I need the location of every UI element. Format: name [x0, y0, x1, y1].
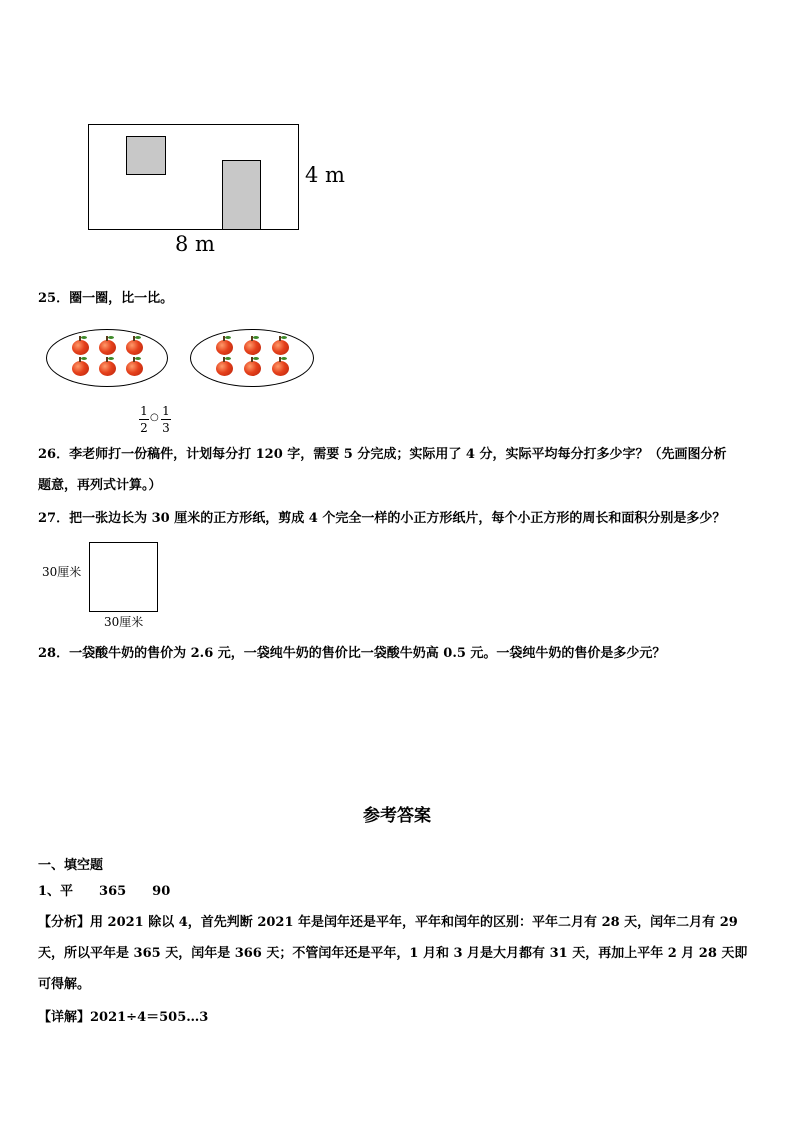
fraction-left-numerator: 1 [140, 404, 148, 418]
height-label: 4 m [305, 163, 345, 187]
apple-icon [99, 361, 116, 376]
question-27: 27．把一张边长为 30 厘米的正方形纸，剪成 4 个完全一样的小正方形纸片，每个小正方形的周长和面积分别是多少？ [38, 511, 726, 526]
apple-icon [216, 361, 233, 376]
square-side-label-bottom: 30厘米 [104, 615, 144, 629]
answer-1: 1、平 365 90 [38, 884, 171, 899]
window-square [126, 136, 166, 175]
fraction-right-denominator: 3 [162, 421, 170, 435]
fraction-right-numerator: 1 [162, 404, 170, 418]
width-label: 8 m [175, 232, 215, 256]
analysis-line3: 可得解。 [38, 977, 91, 992]
answers-section-heading: 一、填空题 [38, 858, 104, 873]
analysis-line2: 天，所以平年是 365 天，闰年是 366 天；不管闰年还是平年，1 月和 3 月是大月都有 31 天，再加上平年 2 月 28 天即 [38, 946, 748, 961]
question-28: 28．一袋酸牛奶的售价为 2.6 元，一袋纯牛奶的售价比一袋酸牛奶高 0.5 元。一袋纯牛奶的售价是多少元？ [38, 646, 666, 661]
fraction-left-denominator: 2 [140, 421, 148, 435]
square-paper [89, 542, 158, 612]
question-26-line2: 题意，再列式计算。） [38, 478, 162, 493]
apple-icon [216, 340, 233, 355]
question-25: 25．圈一圈，比一比。 [38, 291, 174, 306]
apple-icon [72, 340, 89, 355]
apple-icon [72, 361, 89, 376]
answers-title: 参考答案 [363, 806, 431, 826]
apple-icon [272, 340, 289, 355]
apple-icon [126, 340, 143, 355]
apple-icon [272, 361, 289, 376]
apple-icon [126, 361, 143, 376]
detail-line: 【详解】2021÷4＝505…3 [38, 1010, 209, 1025]
fraction-left [139, 404, 149, 435]
square-side-label-left: 30厘米 [42, 565, 82, 579]
fraction-right [161, 404, 171, 435]
apple-icon [244, 361, 261, 376]
room-rectangle [88, 124, 299, 230]
apple-icon [244, 340, 261, 355]
analysis-line1: 【分析】用 2021 除以 4，首先判断 2021 年是闰年还是平年，平年和闰年的区别：平年二月有 28 天，闰年二月有 29 [38, 915, 738, 930]
apple-icon [99, 340, 116, 355]
question-26-line1: 26．李老师打一份稿件，计划每分打 120 字，需要 5 分完成；实际用了 4 分，实际平均每分打多少字？（先画图分析 [38, 447, 727, 462]
compare-circle[interactable]: ○ [150, 412, 159, 423]
door-rectangle [222, 160, 261, 230]
